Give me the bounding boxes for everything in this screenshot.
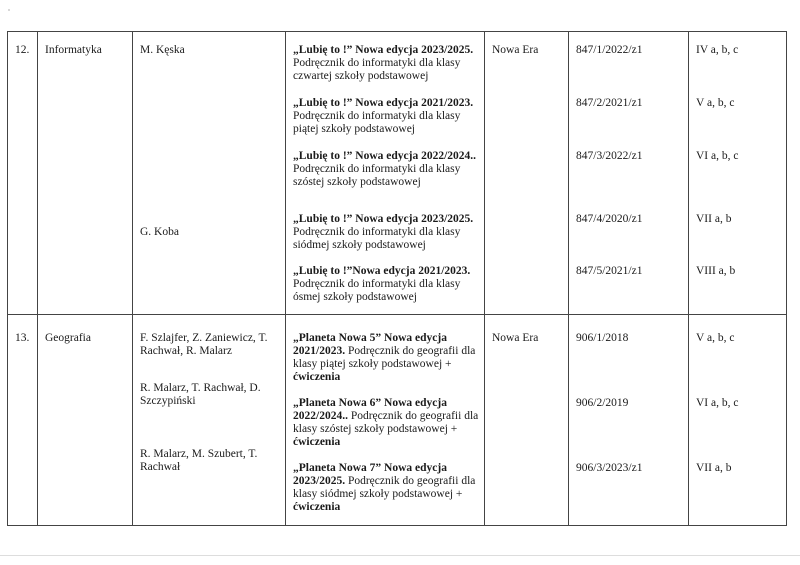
author: R. Malarz, T. Rachwał, D. Szczypiński bbox=[140, 382, 261, 407]
author: G. Koba bbox=[140, 226, 179, 238]
classes: VI a, b, c bbox=[696, 150, 739, 162]
author: M. Kęska bbox=[140, 44, 185, 56]
col-divider bbox=[568, 32, 569, 525]
textbook-table bbox=[7, 31, 787, 526]
page-bottom-rule bbox=[0, 555, 800, 556]
approval-number: 847/5/2021/z1 bbox=[576, 265, 643, 277]
approval-number: 847/4/2020/z1 bbox=[576, 213, 643, 225]
classes: VII a, b bbox=[696, 462, 732, 474]
classes: V a, b, c bbox=[696, 332, 735, 344]
col-divider bbox=[688, 32, 689, 525]
book-title: „Lubię to !” Nowa edycja 2023/2025. bbox=[293, 44, 474, 56]
approval-number: 847/2/2021/z1 bbox=[576, 97, 643, 109]
approval-number: 906/2/2019 bbox=[576, 397, 629, 409]
book-description: Podręcznik do geografii dla klasy piątej szkoły podstawowej + bbox=[293, 345, 476, 370]
classes: VI a, b, c bbox=[696, 397, 739, 409]
book-entry bbox=[293, 97, 479, 136]
book-title: „Planeta Nowa 7” Nowa edycja 2023/2025. bbox=[293, 462, 447, 487]
book-description: Podręcznik do informatyki dla klasy ósmej szkoły podstawowej bbox=[293, 278, 461, 303]
row-number: 12. bbox=[15, 44, 30, 56]
scan-speck bbox=[8, 9, 10, 11]
col-divider bbox=[37, 32, 38, 525]
book-description: Podręcznik do informatyki dla klasy siódmej szkoły podstawowej bbox=[293, 226, 461, 251]
book-extra: ćwiczenia bbox=[293, 436, 341, 448]
book-entry bbox=[293, 44, 479, 83]
col-divider bbox=[285, 32, 286, 525]
classes: VII a, b bbox=[696, 213, 732, 225]
book-title: „Planeta Nowa 5” Nowa edycja 2021/2023. bbox=[293, 332, 447, 357]
book-entry bbox=[293, 265, 479, 304]
publisher: Nowa Era bbox=[492, 44, 539, 56]
book-title: „Lubię to !” Nowa edycja 2022/2024.. bbox=[293, 150, 477, 162]
row-divider bbox=[8, 314, 786, 315]
book-description: Podręcznik do informatyki dla klasy czwartej szkoły podstawowej bbox=[293, 57, 461, 82]
author: R. Malarz, M. Szubert, T. Rachwał bbox=[140, 448, 258, 473]
approval-number: 906/3/2023/z1 bbox=[576, 462, 643, 474]
col-divider bbox=[132, 32, 133, 525]
book-entry bbox=[293, 462, 481, 514]
book-entry bbox=[293, 150, 479, 189]
author: F. Szlajfer, Z. Zaniewicz, T. Rachwał, R. Malarz bbox=[140, 332, 268, 357]
classes: VIII a, b bbox=[696, 265, 736, 277]
book-title: „Lubię to !” Nowa edycja 2021/2023. bbox=[293, 97, 474, 109]
book-extra: ćwiczenia bbox=[293, 371, 341, 383]
book-entry bbox=[293, 332, 481, 384]
approval-number: 847/3/2022/z1 bbox=[576, 150, 643, 162]
book-description: Podręcznik do geografii dla klasy szóstej szkoły podstawowej + bbox=[293, 410, 479, 435]
book-entry bbox=[293, 213, 479, 252]
classes: V a, b, c bbox=[696, 97, 735, 109]
subject: Geografia bbox=[45, 332, 91, 344]
approval-number: 847/1/2022/z1 bbox=[576, 44, 643, 56]
book-description: Podręcznik do geografii dla klasy siódmej szkoły podstawowej + bbox=[293, 475, 476, 500]
subject: Informatyka bbox=[45, 44, 102, 56]
book-description: Podręcznik do informatyki dla klasy piątej szkoły podstawowej bbox=[293, 110, 461, 135]
row-number: 13. bbox=[15, 332, 30, 344]
book-description: Podręcznik do informatyki dla klasy szóstej szkoły podstawowej bbox=[293, 163, 461, 188]
publisher: Nowa Era bbox=[492, 332, 539, 344]
book-title: „Planeta Nowa 6” Nowa edycja 2022/2024.. bbox=[293, 397, 447, 422]
book-extra: ćwiczenia bbox=[293, 501, 341, 513]
book-entry bbox=[293, 397, 481, 449]
book-title: „Lubię to !” Nowa edycja 2023/2025. bbox=[293, 213, 474, 225]
col-divider bbox=[484, 32, 485, 525]
classes: IV a, b, c bbox=[696, 44, 739, 56]
book-title: „Lubię to !”Nowa edycja 2021/2023. bbox=[293, 265, 471, 277]
approval-number: 906/1/2018 bbox=[576, 332, 629, 344]
